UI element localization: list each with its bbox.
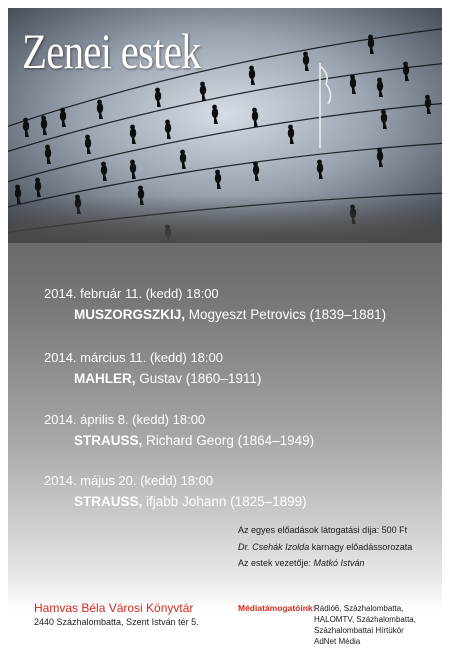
event-program xyxy=(74,433,314,448)
sponsors-label: Médiatámogatóink: xyxy=(238,603,316,613)
event-program xyxy=(74,494,307,509)
series-line xyxy=(238,542,412,552)
event-date: 2014. április 8. (kedd) 18:00 xyxy=(44,412,206,427)
event-composer-details: Richard Georg (1864–1949) xyxy=(146,433,315,448)
host-line xyxy=(238,558,365,568)
event-date: 2014. február 11. (kedd) 18:00 xyxy=(44,286,219,301)
event-program xyxy=(74,371,261,386)
sponsor-item: Százhalombattai Hírtükör xyxy=(314,626,404,635)
poster-title: Zenei estek xyxy=(22,23,201,79)
event-date: 2014. március 11. (kedd) 18:00 xyxy=(44,350,223,365)
series-text: karnagy előadássorozata xyxy=(309,542,413,552)
event-composer: STRAUSS, xyxy=(74,433,143,448)
host-name: Matkó István xyxy=(313,558,365,568)
sponsor-item: Rádió6, Százhalombatta, xyxy=(314,604,404,613)
poster xyxy=(8,8,442,656)
series-person: Dr. Csehák Izolda xyxy=(238,542,310,552)
event-date: 2014. május 20. (kedd) 18:00 xyxy=(44,473,214,488)
host-label: Az estek vezetője: xyxy=(238,558,314,568)
event-composer: MUSZORGSZKIJ, xyxy=(74,307,186,322)
sponsor-item: HALOMTV, Százhalombatta, xyxy=(314,615,416,624)
event-composer-details: Mogyeszt Petrovics (1839–1881) xyxy=(188,307,387,322)
sponsor-item: AdNet Média xyxy=(314,637,361,646)
event-composer-details: Gustav (1860–1911) xyxy=(139,371,262,386)
event-program xyxy=(74,307,386,322)
event-composer-details: ifjabb Johann (1825–1899) xyxy=(146,494,307,509)
event-composer: STRAUSS, xyxy=(74,494,143,509)
library-address: 2440 Százhalombatta, Szent István tér 5. xyxy=(34,617,199,627)
sponsors-list xyxy=(314,603,416,647)
event-composer: MAHLER, xyxy=(74,371,136,386)
library-name: Hamvas Béla Városi Könyvtár xyxy=(34,601,194,615)
ticket-price-line: Az egyes előadások látogatási díja: 500 Ft xyxy=(238,525,408,535)
